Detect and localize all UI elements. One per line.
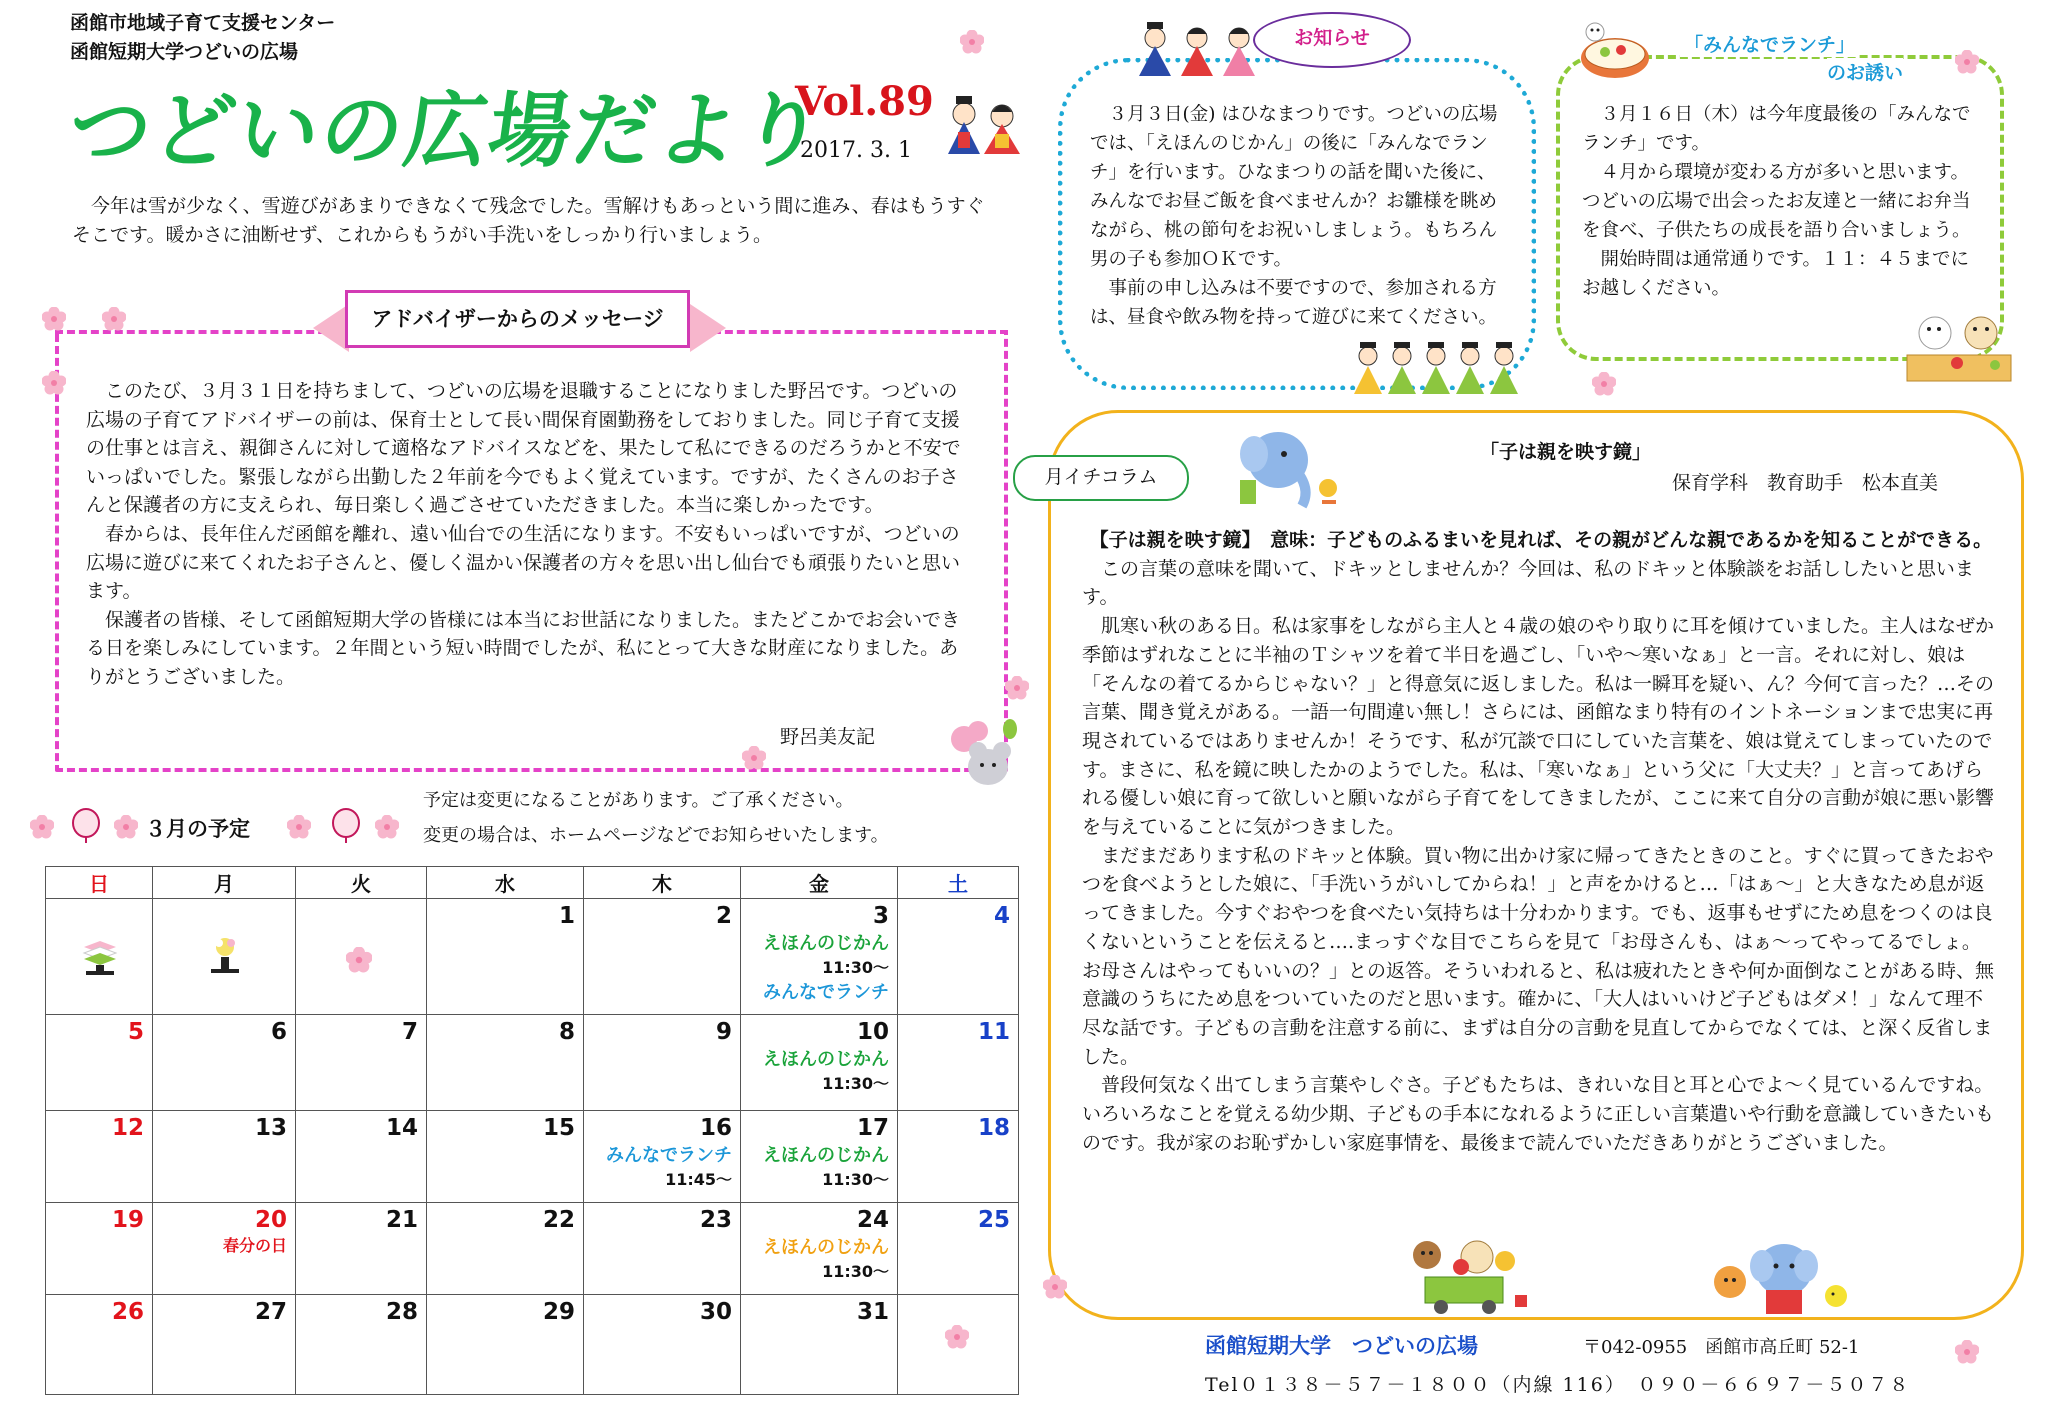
- advisor-paragraph: このたび、３月３１日を持ちまして、つどいの広場を退職することになりました野呂です。つどいの広場の子育てアドバイザーの前は、保育士として長い間保育園勤務をしておりました。同じ子育て支援の仕事とは言え、親御さんに対して適格なアドバイスなどを、果たして私にできるのだろうかと不安でいっぱいでした。緊張しながら出勤した２年前を今でもよく覚えています。ですが、たくさんのお子さんと保護者の方に支えられ、毎日楽しく過ごさせていただきました。本当に楽しかったです。: [86, 380, 961, 517]
- calendar-day-cell: [46, 1015, 153, 1111]
- calendar-event: 11:45～: [665, 1170, 732, 1189]
- elephant-illustration: [1232, 418, 1342, 510]
- footer-org-name: 函館短期大学 つどいの広場: [1205, 1334, 1478, 1358]
- lunch-paragraph: ４月から環境が変わる方が多いと思います。つどいの広場で出会ったお友達と一緒にお弁当を食べ、子供たちの成長を語り合いましょう。: [1582, 162, 1971, 241]
- calendar-event: みんなでランチ: [763, 982, 889, 1003]
- calendar-day-number: 4: [993, 903, 1010, 929]
- calendar-day-cell: [898, 899, 1019, 1015]
- column-lead: 【子は親を映す鏡】 意味：子どものふるまいを見れば、その親がどんな親であるかを知ることができる。: [1089, 529, 1993, 551]
- calendar-day-number: 28: [385, 1299, 418, 1325]
- weekday-header: 金: [741, 867, 898, 899]
- calendar-day-cell: [584, 899, 741, 1015]
- calendar-day-cell: [741, 1203, 898, 1295]
- calendar-day-cell: [427, 899, 584, 1015]
- cherry-blossom-icon: [742, 746, 766, 770]
- volume-number: Vol.89: [795, 78, 934, 125]
- calendar-day-number: 5: [127, 1019, 144, 1045]
- calendar-day-cell: [584, 1295, 741, 1395]
- lunch-title: 「みんなでランチ」: [1680, 30, 1859, 57]
- calendar-day-number: 12: [111, 1115, 144, 1141]
- advisor-paragraph: 春からは、長年住んだ函館を離れ、遠い仙台での生活になります。不安もいっぱいですが、つどいの広場に遊びに来てくれたお子さんと、優しく温かい保護者の方々を思い出し仙台でも頑張りたいと思います。: [86, 522, 961, 603]
- calendar-event: えほんのじかん: [763, 1145, 889, 1166]
- column-paragraph: この言葉の意味を聞いて、ドキッとしませんか？今回は、私のドキッと体験談をお話ししたいと思います。: [1082, 557, 1974, 609]
- banner-ribbon-right: [690, 304, 726, 352]
- calendar-day-number: 30: [699, 1299, 732, 1325]
- calendar-day-cell: [153, 1015, 296, 1111]
- cherry-blossom-icon: [346, 947, 372, 973]
- cherry-blossom-icon: [287, 815, 311, 839]
- cherry-blossom-icon: [114, 815, 138, 839]
- organization-line-1: 函館市地域子育て支援センター: [70, 12, 336, 34]
- cherry-blossom-icon: [960, 30, 984, 54]
- cherry-blossom-icon: [1005, 676, 1029, 700]
- advisor-message-body: [86, 377, 966, 692]
- hina-dolls-illustration: [1350, 340, 1540, 396]
- intro-paragraph: 今年は雪が少なく、雪遊びがあまりできなくて残念でした。雪解けもあっという間に進み、春はもうすぐそこです。暖かさに油断せず、これからもうがい手洗いをしっかり行いましょう。: [72, 195, 985, 246]
- cherry-blossom-icon: [375, 815, 399, 839]
- notice-paragraph: ３月３日(金) はひなまつりです。つどいの広場では、「えほんのじかん」の後に「みんなでランチ」を行います。ひなまつりの話を聞いた後に、みんなでお昼ご飯を食べませんか？お雛様を眺めながら、桃の節句をお祝いしましょう。もちろん男の子も参加ＯＫです。: [1090, 104, 1498, 270]
- column-author: 保育学科 教育助手 松本直美: [1672, 472, 1939, 494]
- calendar-day-number: 26: [111, 1299, 144, 1325]
- calendar-day-cell: [427, 1295, 584, 1395]
- lantern-icon: [70, 805, 102, 843]
- schedule-note: 予定は変更になることがあります。ご了承ください。: [423, 790, 854, 811]
- calendar-day-number: 9: [715, 1019, 732, 1045]
- calendar-week-row: [46, 1295, 1019, 1395]
- animals-lunch-illustration: [1905, 305, 2015, 385]
- cherry-blossom-icon: [42, 371, 66, 395]
- calendar-day-cell: [898, 1111, 1019, 1203]
- lunch-paragraph: 開始時間は通常通りです。１１：４５までにお越しください。: [1582, 249, 1970, 299]
- calendar-day-number: 6: [270, 1019, 287, 1045]
- weekday-header: 月: [153, 867, 296, 899]
- calendar-day-number: 24: [856, 1207, 889, 1233]
- calendar-event: 11:30～: [822, 1170, 889, 1189]
- cherry-blossom-icon: [1592, 372, 1616, 396]
- cherry-blossom-icon: [102, 307, 126, 331]
- cherry-blossom-icon: [1043, 1275, 1067, 1299]
- calendar-event: 11:30～: [822, 1074, 889, 1093]
- column-paragraph: 肌寒い秋のある日。私は家事をしながら主人と４歳の娘のやり取りに耳を傾けていました。主人はなぜか季節はずれなことに半袖のＴシャツを着て半日を過ごし、「いや～寒いなぁ」と一言。それに対し、娘は「そんなの着てるからじゃない？」と得意気に返しました。私は一瞬耳を疑い、ん？今何て言った？…その言葉、聞き覚えがある。一語一句間違い無し！さらには、函館なまり特有のイントネーションまで忠実に再現されているではありませんか！そうです、私が冗談で口にしていた言葉を、娘は覚えてしまっていたのです。まさに、私を鏡に映したかのようでした。私は、「寒いなぁ」という父に「大丈夫？」と言ってあげられる優しい娘に育って欲しいと願いながら子育てをしてきましたが、ここに来て自分の言動が娘に悪い影響を与えていることに気がつきました。: [1082, 615, 1995, 839]
- organization-line-2: 函館短期大学つどいの広場: [70, 41, 299, 63]
- calendar-day-number: 29: [542, 1299, 575, 1325]
- cherry-blossom-icon: [42, 307, 66, 331]
- calendar-day-number: 14: [385, 1115, 418, 1141]
- calendar-day-number: 22: [542, 1207, 575, 1233]
- calendar-day-cell: [153, 1295, 296, 1395]
- calendar-event: 春分の日: [222, 1236, 287, 1255]
- calendar-event: えほんのじかん: [763, 1049, 889, 1070]
- flower-stand-icon: [203, 935, 247, 979]
- notice-paragraph: 事前の申し込みは不要ですので、参加される方は、昼食や飲み物を持って遊びに来てください。: [1090, 278, 1498, 328]
- calendar-day-cell: [153, 899, 296, 1015]
- calendar-event: えほんのじかん: [763, 1237, 889, 1258]
- calendar-day-cell: [427, 1203, 584, 1295]
- calendar-day-cell: [427, 1111, 584, 1203]
- calendar-day-cell: [296, 1203, 427, 1295]
- calendar-event: 11:30～: [822, 1262, 889, 1281]
- hina-dolls-illustration: [1135, 18, 1260, 78]
- calendar-day-cell: [584, 1111, 741, 1203]
- calendar-day-number: 23: [699, 1207, 732, 1233]
- calendar-day-cell: [46, 899, 153, 1015]
- calendar-day-cell: [427, 1015, 584, 1111]
- calendar-day-number: 13: [254, 1115, 287, 1141]
- calendar-day-cell: [46, 1111, 153, 1203]
- calendar-day-cell: [296, 1015, 427, 1111]
- lunch-body: [1582, 100, 1982, 303]
- cherry-blossom-icon: [1955, 50, 1979, 74]
- calendar-event: 11:30～: [822, 958, 889, 977]
- calendar-week-row: [46, 899, 1019, 1015]
- calendar-day-number: 3: [872, 903, 889, 929]
- calendar-day-number: 31: [856, 1299, 889, 1325]
- weekday-header: 日: [46, 867, 153, 899]
- calendar-event: みんなでランチ: [606, 1145, 732, 1166]
- calendar-day-number: 27: [254, 1299, 287, 1325]
- calendar-day-number: 7: [401, 1019, 418, 1045]
- calendar-week-row: [46, 1015, 1019, 1111]
- weekday-header: 火: [296, 867, 427, 899]
- mouse-illustration: [940, 715, 1022, 795]
- cherry-blossom-icon: [30, 815, 54, 839]
- footer-address: 〒042-0955 函館市高丘町 52-1: [1583, 1337, 1860, 1358]
- newsletter-title: つどいの広場だより: [62, 84, 832, 179]
- calendar-day-cell: [296, 899, 427, 1015]
- column-paragraph: 普段何気なく出てしまう言葉やしぐさ。子どもたちは、きれいな目と耳と心でよ～く見ているんですね。いろいろなことを覚える幼少期、子どもの手本になれるように正しい言葉遣いや行動を意識していきたいものです。我が家のお恥ずかしい家庭事情を、最後まで読んでいただきありがとうございました。: [1082, 1074, 1995, 1154]
- calendar-day-cell: [741, 899, 898, 1015]
- calendar-day-number: 8: [558, 1019, 575, 1045]
- schedule-title: ３月の予定: [145, 817, 250, 841]
- advisor-banner: アドバイザーからのメッセージ: [345, 290, 690, 348]
- calendar-day-cell: [153, 1203, 296, 1295]
- column-body: [1082, 526, 1997, 1157]
- advisor-signature: 野呂美友記: [780, 726, 876, 748]
- calendar-day-cell: [898, 1015, 1019, 1111]
- calendar-week-row: [46, 1203, 1019, 1295]
- calendar-day-cell: [296, 1111, 427, 1203]
- calendar-day-number: 25: [977, 1207, 1010, 1233]
- calendar-day-number: 10: [856, 1019, 889, 1045]
- calendar-day-number: 21: [385, 1207, 418, 1233]
- calendar-day-cell: [741, 1295, 898, 1395]
- hishimochi-icon: [78, 937, 122, 977]
- weekday-header: 水: [427, 867, 584, 899]
- calendar-day-cell: [46, 1295, 153, 1395]
- cherry-blossom-icon: [945, 1325, 969, 1349]
- column-tag: 月イチコラム: [1013, 455, 1189, 501]
- weekday-header: 土: [898, 867, 1019, 899]
- calendar-day-number: 18: [977, 1115, 1010, 1141]
- advisor-paragraph: 保護者の皆様、そして函館短期大学の皆様には本当にお世話になりました。またどこかでお会いできる日を楽しみにしています。２年間という短い時間でしたが、私にとって大きな財産になりました。ありがとうございました。: [86, 608, 961, 688]
- calendar-week-row: [46, 1111, 1019, 1203]
- calendar-day-number: 11: [977, 1019, 1010, 1045]
- notice-body: [1090, 100, 1510, 332]
- calendar-day-number: 2: [715, 903, 732, 929]
- calendar-day-number: 17: [856, 1115, 889, 1141]
- column-paragraph: まだまだあります私のドキッと体験。買い物に出かけ家に帰ってきたときのこと。すぐに買ってきたおやつを食べようとした娘に、「手洗いうがいしてからね！」と声をかけると…「はぁ～」と大きなため息が返ってきました。今すぐおやつを食べたい気持ちは十分わかります。でも、返事もせずにため息をつくのは良くないということを伝えると….まっすぐな目でこちらを見て「お母さんも、はぁ～ってやってるでしょ。お母さんはやってもいいの？」との返答。そういわれると、私は疲れたときや何か面倒なことがある時、無意識のうちにため息をついていたのだと思います。確かに、「大人はいいけど子どもはダメ！」なんて理不尽な話です。子どもの言動を注意する前に、まずは自分の言動を見直してからでなくては、と深く反省しました。: [1082, 844, 1995, 1068]
- calendar-day-cell: [46, 1203, 153, 1295]
- march-calendar: [45, 866, 1019, 1395]
- lunch-paragraph: ３月１６日（木）は今年度最後の「みんなでランチ」です。: [1582, 104, 1971, 154]
- schedule-note: 変更の場合は、ホームページなどでお知らせいたします。: [423, 825, 889, 846]
- elephant-friends-illustration: [1708, 1232, 1858, 1318]
- banner-ribbon-left: [313, 304, 349, 352]
- calendar-day-number: 19: [111, 1207, 144, 1233]
- issue-date: 2017. 3. 1: [800, 138, 912, 163]
- animal-cart-illustration: [1405, 1225, 1535, 1315]
- calendar-day-cell: [741, 1111, 898, 1203]
- cherry-blossom-icon: [1955, 1340, 1979, 1364]
- lantern-icon: [330, 805, 362, 843]
- calendar-day-number: 16: [699, 1115, 732, 1141]
- notice-bubble: お知らせ: [1253, 12, 1411, 68]
- column-title: 「子は親を映す鏡」: [1480, 441, 1652, 463]
- calendar-day-cell: [584, 1203, 741, 1295]
- calendar-day-cell: [741, 1015, 898, 1111]
- calendar-day-cell: [584, 1015, 741, 1111]
- hina-dolls-illustration: [942, 92, 1026, 158]
- calendar-day-cell: [898, 1203, 1019, 1295]
- calendar-day-number: 1: [558, 903, 575, 929]
- calendar-day-cell: [296, 1295, 427, 1395]
- calendar-day-cell: [153, 1111, 296, 1203]
- calendar-day-number: 20: [254, 1207, 287, 1233]
- bento-illustration: [1575, 18, 1655, 82]
- weekday-header: 木: [584, 867, 741, 899]
- footer-telephone: Tel０１３８－５７－１８００（内線 116） ０９０－６６９７－５０７８: [1205, 1374, 1911, 1396]
- calendar-day-number: 15: [542, 1115, 575, 1141]
- lunch-title: のお誘い: [1827, 58, 1903, 85]
- calendar-event: えほんのじかん: [763, 933, 889, 954]
